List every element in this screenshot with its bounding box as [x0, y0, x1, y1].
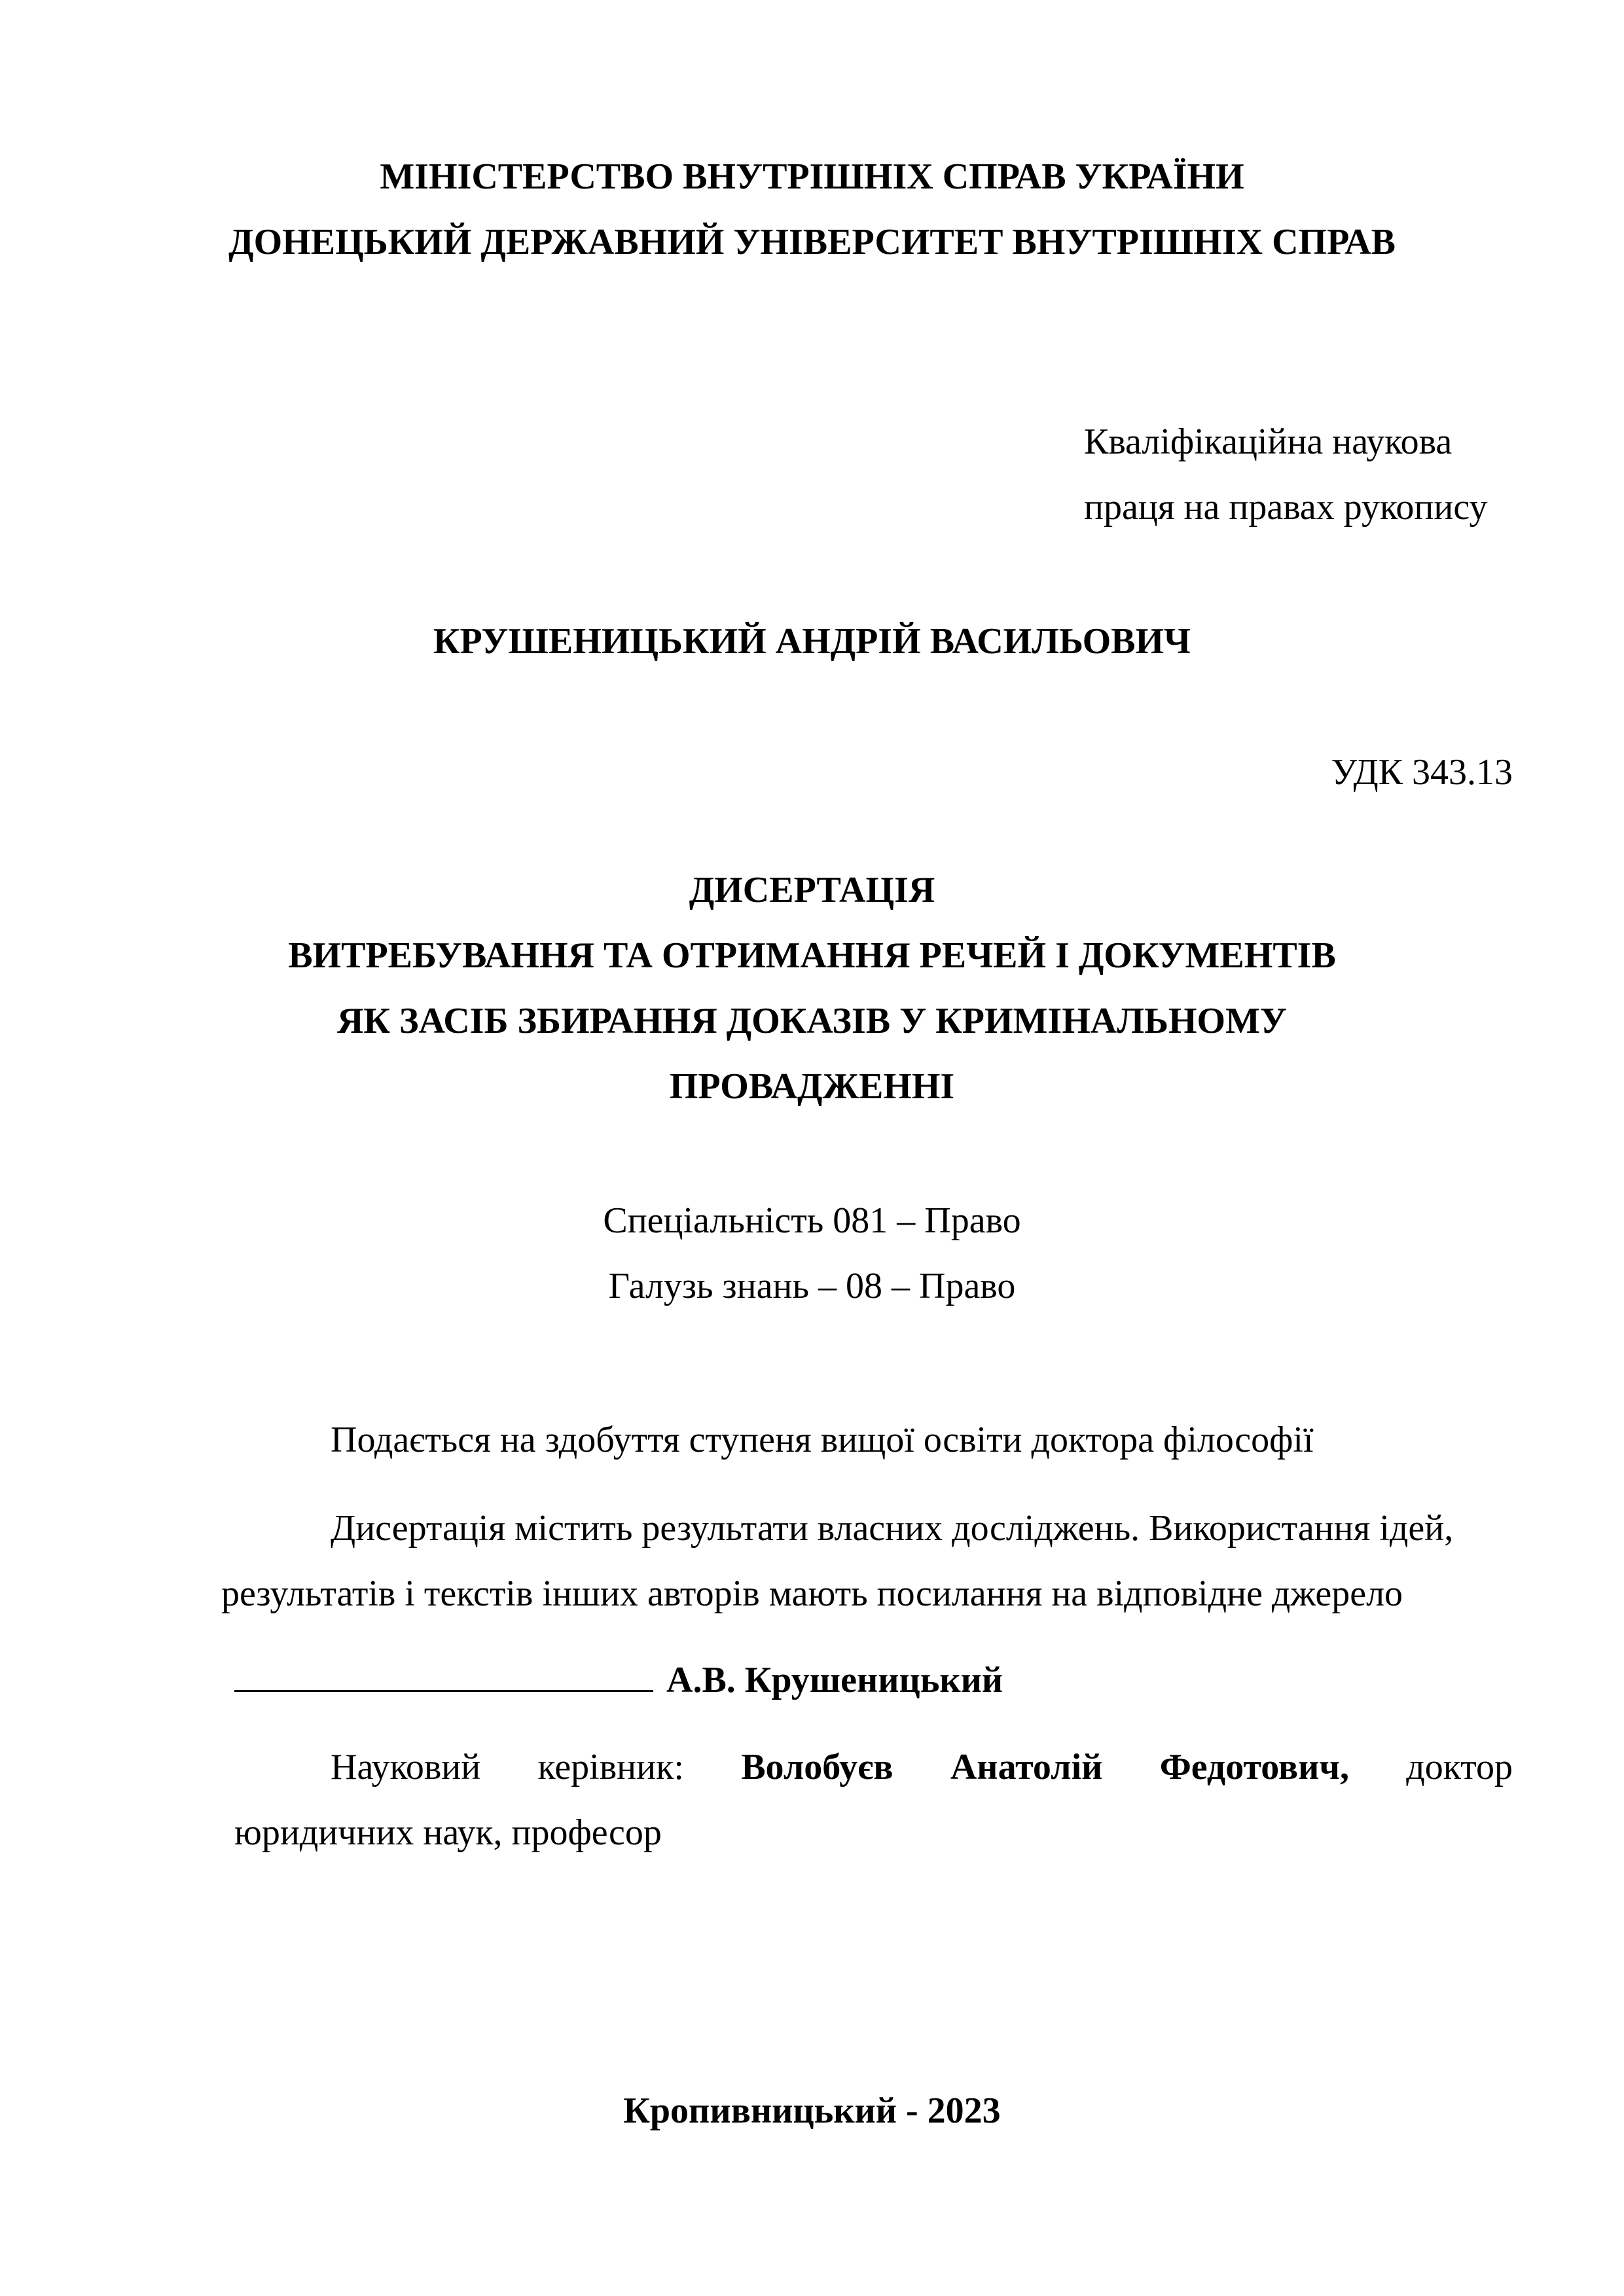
supervisor-label: Науковий	[331, 1747, 481, 1787]
supervisor-label2: керівник:	[537, 1747, 684, 1787]
manuscript-note-line2: праця на правах рукопису	[1084, 487, 1488, 528]
city-year-footer: Кропивницький - 2023	[623, 2090, 1001, 2131]
manuscript-note-line1: Кваліфікаційна наукова	[1084, 422, 1453, 462]
author-name: КРУШЕНИЦЬКИЙ АНДРІЙ ВАСИЛЬОВИЧ	[433, 621, 1191, 662]
dissertation-label: ДИСЕРТАЦІЯ	[689, 870, 935, 910]
originality-line1: Дисертація містить результати власних досліджень. Використання ідей,	[331, 1508, 1454, 1549]
signature-name: А.В. Крушеницький	[666, 1660, 1003, 1700]
university-heading: ДОНЕЦЬКИЙ ДЕРЖАВНИЙ УНІВЕРСИТЕТ ВНУТРІШНІХ СПРАВ	[228, 222, 1396, 262]
supervisor-patronymic: Федотович,	[1159, 1747, 1349, 1787]
signature-block	[234, 1656, 1003, 1703]
ministry-heading: МІНІСТЕРСТВО ВНУТРІШНІХ СПРАВ УКРАЇНИ	[380, 156, 1244, 197]
field-of-knowledge: Галузь знань – 08 – Право	[608, 1266, 1016, 1306]
originality-line2: результатів і текстів інших авторів мають посилання на відповідне джерело	[221, 1573, 1403, 1614]
specialty: Спеціальність 081 – Право	[603, 1200, 1021, 1241]
supervisor-surname: Волобуєв	[741, 1747, 893, 1787]
dissertation-title-line1: ВИТРЕБУВАННЯ ТА ОТРИМАННЯ РЕЧЕЙ І ДОКУМЕНТІВ	[288, 935, 1336, 976]
dissertation-title-line3: ПРОВАДЖЕННІ	[669, 1066, 955, 1107]
signature-line	[234, 1656, 653, 1692]
udk-code: УДК 343.13	[1331, 752, 1513, 793]
supervisor-first-name: Анатолій	[950, 1747, 1103, 1787]
degree-statement: Подається на здобуття ступеня вищої освіти доктора філософії	[331, 1420, 1314, 1460]
supervisor-title-line2: юридичних наук, професор	[234, 1812, 662, 1853]
supervisor-row	[331, 1744, 1513, 1790]
dissertation-title-line2: ЯК ЗАСІБ ЗБИРАННЯ ДОКАЗІВ У КРИМІНАЛЬНОМУ	[336, 1001, 1288, 1041]
supervisor-title-word: доктор	[1406, 1747, 1513, 1787]
